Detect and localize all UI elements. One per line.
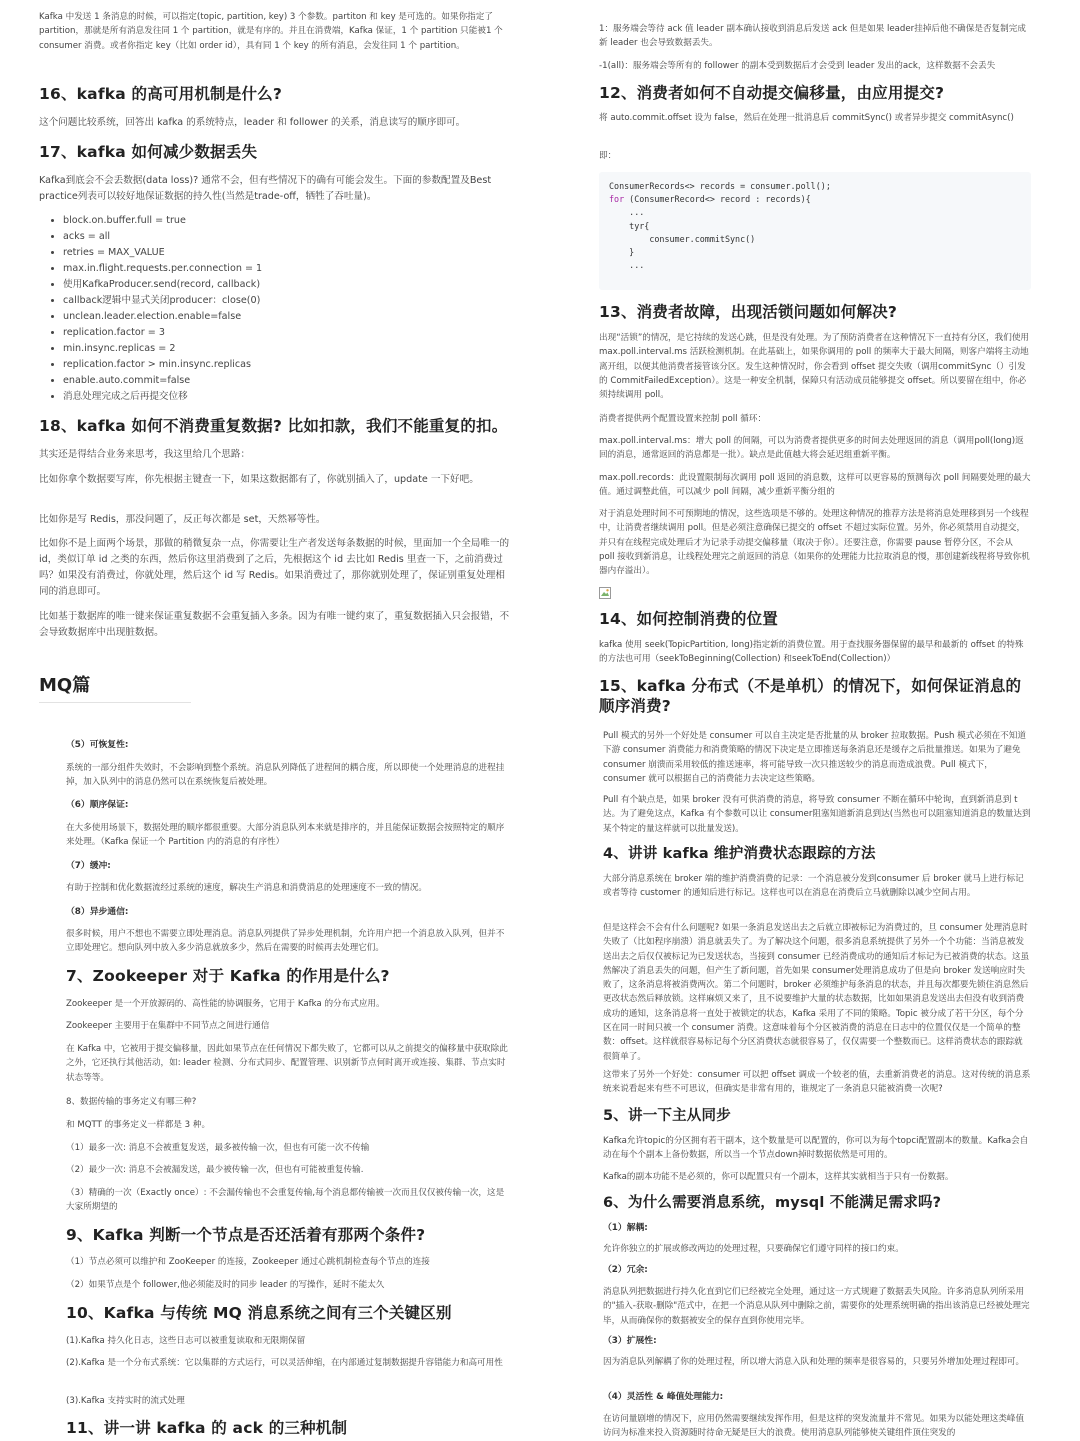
s8-text: 很多时候，用户不想也不需要立即处理消息。消息队列提供了异步处理机制，允许用户把一个消息放入队列，但并不立即处理它。想向队列中放入多少消息就放多少，然后在需要的时候再去处理它们。 bbox=[66, 929, 505, 954]
q14-heading: 14、如何控制消费的位置 bbox=[599, 610, 778, 628]
list-item: • 使用KafkaProducer.send(record, callback) bbox=[63, 277, 511, 293]
r3-heading: （3）扩展性: bbox=[603, 1336, 657, 1346]
q5-heading: 5、讲一下主从同步 bbox=[603, 1108, 731, 1124]
s7-text: 有助于控制和优化数据流经过系统的速度，解决生产消息和消费消息的处理速度不一致的情况。 bbox=[66, 883, 427, 893]
q18-paragraph-4: 比如你不是上面两个场景，那做的稍微复杂一点，你需要让生产者发送每条数据的时候，里面加一个全局唯一的 id，类似订单 id 之类的东西，然后你这里消费到了之后，先根据这个 id 去比如 Redis 里查一下，之前消费过吗？如果没有消费过，你就处理，然后这个 id 写 Redis。如果消费过了，那你就别处理了，保证别重复处理相同的消息即可。 bbox=[39, 538, 510, 597]
code-text: (ConsumerRecord<> record : records){ bbox=[624, 194, 811, 205]
q14-paragraph-1: kafka 使用 seek(TopicPartition, long)指定新的消费位置。用于查找服务器保留的最早和最新的 offset 的特殊的方法也可用（seekToBeginning(Collection) 和seekToEnd(Collection)） bbox=[599, 640, 1024, 665]
q7-heading: 7、Zookeeper 对于 Kafka 的作用是什么? bbox=[66, 967, 390, 985]
q10-paragraph-3: (3).Kafka 支持实时的流式处理 bbox=[66, 1396, 185, 1406]
q10-heading: 10、Kafka 与传统 MQ 消息系统之间有三个关键区别 bbox=[66, 1304, 452, 1322]
q16-text: 这个问题比较系统，回答出 kafka 的系统特点，leader 和 follower 的关系，消息读写的顺序即可。 bbox=[39, 117, 466, 128]
code-line: ... bbox=[609, 207, 645, 218]
list-item: • enable.auto.commit=false bbox=[63, 373, 511, 389]
list-item: • min.insync.replicas = 2 bbox=[63, 341, 511, 357]
list-item: • replication.factor = 3 bbox=[63, 325, 511, 341]
q15-paragraph-1: Pull 模式的另外一个好处是 consumer 可以自主决定是否批量的从 broker 拉取数据。Push 模式必须在不知道下游 consumer 消费能力和消费策略的情况下决定是立即推送每条消息还是缓存之后批量推送。如果为了避免 consumer 崩溃而采用较低的推送速率，将可能导致一次只推送较少的消息而造成浪费。Pull 模式下，consumer 就可以根据自己的消费能力去决定这些策略。 bbox=[603, 731, 1026, 784]
q11-heading: 11、讲一讲 kafka 的 ack 的三种机制 bbox=[66, 1419, 348, 1437]
q18-paragraph-2: 比如你拿个数据要写库，你先根据主键查一下，如果这数据都有了，你就别插入了，update 一下好吧。 bbox=[39, 474, 479, 485]
q4-paragraph-1: 大部分消息系统在 broker 端的维护消费消费的记录：一个消息被分发到consumer 后 broker 就马上进行标记或者等待 customer 的通知后进行标记。这样也可以在消息在消费后立马就删除以减少空间占用。 bbox=[603, 874, 1024, 899]
q18-paragraph-5: 比如基于数据库的唯一键来保证重复数据不会重复插入多条。因为有唯一键约束了，重复数据插入只会报错，不会导致数据库中出现脏数据。 bbox=[39, 611, 510, 638]
q17-text: Kafka到底会不会丢数据(data loss)? 通常不会，但有些情况下的确有可能会发生。下面的参数配置及Best practice列表可以较好地保证数据的持久性(当然是trade-off，牺牲了吞吐量)。 bbox=[39, 175, 492, 202]
q17-config-list bbox=[39, 213, 511, 405]
q17-heading: 17、kafka 如何减少数据丢失 bbox=[39, 143, 258, 161]
intro-paragraph: Kafka 中发送 1 条消息的时候，可以指定(topic, partition, key) 3 个参数。partiton 和 key 是可选的。如果你指定了 partition，那就是所有消息发往同 1 个 partition，就是有序的。并且在消费端，Kafka 保证，1 个 partition 只能被1 个 consumer 消费。或者你指定 key（比如 order id），具有同 1 个 key 的所有消息，会发往同 1 个 partition。 bbox=[39, 12, 503, 51]
ack-level-all: -1(all)：服务端会等所有的 follower 的副本受到数据后才会受到 leader 发出的ack，这样数据不会丢失 bbox=[599, 61, 996, 71]
q10-paragraph-2: (2).Kafka 是一个分布式系统：它以集群的方式运行，可以灵活伸缩，在内部通过复制数据提升容错能力和高可用性 bbox=[66, 1358, 503, 1368]
s8-heading: （8）异步通信: bbox=[66, 907, 129, 917]
s7-heading: （7）缓冲: bbox=[66, 861, 111, 871]
q8-heading: 8、数据传输的事务定义有哪三种? bbox=[66, 1097, 197, 1107]
q9-paragraph-1: （1）节点必须可以维护和 ZooKeeper 的连接，Zookeeper 通过心跳机制检查每个节点的连接 bbox=[66, 1257, 430, 1267]
r2-heading: （2）冗余: bbox=[603, 1265, 648, 1275]
s5-text: 系统的一部分组件失效时，不会影响到整个系统。消息队列降低了进程间的耦合度，所以即使一个处理消息的进程挂掉，加入队列中的消息仍然可以在系统恢复后被处理。 bbox=[66, 763, 505, 788]
q7-paragraph-3: 在 Kafka 中，它被用于提交偏移量，因此如果节点在任何情况下都失败了，它都可以从之前提交的偏移量中获取除此之外，它还执行其他活动，如: leader 检测、分布式同步、配置管理、识别新节点何时离开或连接、集群、节点实时状态等等。 bbox=[66, 1044, 508, 1083]
r2-text: 消息队列把数据进行持久化直到它们已经被完全处理，通过这一方式规避了数据丢失风险。许多消息队列所采用的"插入-获取-删除"范式中，在把一个消息从队列中删除之前，需要你的处理系统明确的指出该消息已经被处理完毕，从而确保你的数据被安全的保存直到你使用完毕。 bbox=[603, 1287, 1030, 1326]
code-line: tyr{ bbox=[609, 220, 650, 231]
r4-text: 在访问量剧增的情况下，应用仍然需要继续发挥作用，但是这样的突发流量并不常见。如果为以能处理这类峰值访问为标准来投入资源随时待命无疑是巨大的浪费。使用消息队列能够使关键组件顶住突发的 bbox=[603, 1414, 1025, 1439]
code-keyword: for bbox=[609, 194, 625, 205]
list-item: • max.in.flight.requests.per.connection = 1 bbox=[63, 261, 511, 277]
code-line: consumer.commitSync() bbox=[609, 233, 756, 244]
q13-paragraph-4: max.poll.records：此设置限制每次调用 poll 返回的消息数，这样可以更容易的预测每次 poll 间隔要处理的最大值。通过调整此值，可以减少 poll 间隔，减少重新平衡分组的 bbox=[599, 473, 1031, 498]
ack-level-1: 1：服务端会等待 ack 值 leader 副本确认接收到消息后发送 ack 但是如果 leader挂掉后他不确保是否复制完成新 leader 也会导致数据丢失。 bbox=[599, 24, 1026, 49]
q18-heading: 18、kafka 如何不消费重复数据? 比如扣款，我们不能重复的扣。 bbox=[39, 417, 508, 435]
list-item: • unclean.leader.election.enable=false bbox=[63, 309, 511, 325]
q5-paragraph-2: Kafka的副本功能不是必须的，你可以配置只有一个副本，这样其实就相当于只有一份数据。 bbox=[603, 1172, 954, 1182]
q13-paragraph-3: max.poll.interval.ms：增大 poll 的间隔，可以为消费者提供更多的时间去处理返回的消息（调用poll(long)返回的消息，通常返回的消息都是一批）。缺点是此值越大将会延迟组重新平衡。 bbox=[599, 436, 1024, 461]
list-item: • retries = MAX_VALUE bbox=[63, 245, 511, 261]
q12-heading: 12、消费者如何不自动提交偏移量，由应用提交? bbox=[599, 84, 945, 102]
code-line: ConsumerRecords<> records = consumer.poll(); bbox=[609, 181, 831, 191]
r1-heading: （1）解耦: bbox=[603, 1223, 648, 1233]
q12-paragraph-2: 即： bbox=[599, 151, 617, 161]
q18-paragraph-3: 比如你是写 Redis，那没问题了，反正每次都是 set，天然幂等性。 bbox=[39, 514, 326, 525]
s5-heading: （5）可恢复性: bbox=[66, 740, 129, 750]
list-item: • acks = all bbox=[63, 229, 511, 245]
code-line: ... bbox=[609, 260, 645, 271]
q18-paragraph-1: 其实还是得结合业务来思考，我这里给几个思路： bbox=[39, 449, 251, 460]
q6-heading: 6、为什么需要消息系统，mysql 不能满足需求吗? bbox=[603, 1195, 942, 1211]
list-item: • replication.factor > min.insync.replicas bbox=[63, 357, 511, 373]
mq-section-title: MQ篇 bbox=[39, 675, 91, 696]
q12-paragraph-1: 将 auto.commit.offset 设为 false，然后在处理一批消息后 commitSync() 或者异步提交 commitAsync() bbox=[599, 113, 1014, 123]
q9-heading: 9、Kafka 判断一个节点是否还活着有那两个条件? bbox=[66, 1226, 426, 1244]
r3-text: 因为消息队列解耦了你的处理过程，所以增大消息入队和处理的频率是很容易的，只要另外增加处理过程即可。 bbox=[603, 1357, 1025, 1367]
list-item: • block.on.buffer.full = true bbox=[63, 213, 511, 229]
code-line: } bbox=[609, 247, 635, 258]
q13-paragraph-5: 对于消息处理时间不可预期地的情况，这些选项是不够的。处理这种情况的推荐方法是将消息处理移到另一个线程中，让消费者继续调用 poll。但是必须注意确保已提交的 offset 不超过实际位置。另外，你必须禁用自动提交，并只有在线程完成处理后才为记录手动提交偏移量（取决于你）。还要注意，你需要 pause 暂停分区，不会从 poll 接收到新消息，让线程处理完之前返回的消息（如果你的处理能力比拉取消息的慢，那创建新线程将导致你机器内存溢出）。 bbox=[599, 509, 1030, 577]
q5-paragraph-1: Kafka允许topic的分区拥有若干副本，这个数量是可以配置的，你可以为每个topci配置副本的数量。Kafka会自动在每个个副本上备份数据，所以当一个节点down掉时数据依然是可用的。 bbox=[603, 1136, 1029, 1161]
q4-paragraph-3: 这带来了另外一个好处：consumer 可以把 offset 调成一个较老的值，去重新消费老的消息。这对传统的消息系统来说看起来有些不可思议，但确实是非常有用的，谁规定了一条消息只能被消费一次呢? bbox=[603, 1070, 1031, 1095]
q15-paragraph-2: Pull 有个缺点是，如果 broker 没有可供消费的消息，将导致 consumer 不断在循环中轮询，直到新消息到 t 达。为了避免这点，Kafka 有个参数可以让 consumer阻塞知道新消息到达(当然也可以阻塞知道消息的数量达到某个特定的量这样就可以批量发送)。 bbox=[603, 795, 1031, 834]
broken-image-icon bbox=[599, 587, 611, 599]
s6-text: 在大多使用场景下，数据处理的顺序都很重要。大部分消息队列本来就是排序的，并且能保证数据会按照特定的顺序来处理。（Kafka 保证一个 Partition 内的消息的有序性） bbox=[66, 823, 505, 848]
q16-heading: 16、kafka 的高可用机制是什么? bbox=[39, 85, 283, 103]
q4-heading: 4、讲讲 kafka 维护消费状态跟踪的方法 bbox=[603, 846, 876, 862]
r4-heading: （4）灵活性 & 峰值处理能力: bbox=[603, 1392, 724, 1402]
q13-paragraph-1: 出现“活锁”的情况，是它持续的发送心跳，但是没有处理。为了预防消费者在这种情况下一直持有分区，我们使用 max.poll.interval.ms 活跃检测机制。在此基础上，如果你调用的 poll 的频率大于最大间隔，则客户端将主动地离开组，以便其他消费者接管该分区。发生这种情况时，你会看到 offset 提交失败（调用commitSync（）引发的 CommitFailedException）。这是一种安全机制，保障只有活动成员能够提交 offset。所以要留在组中，你必须持续调用 poll。 bbox=[599, 333, 1030, 401]
code-block bbox=[599, 172, 1031, 290]
q15-heading: 15、kafka 分布式（不是单机）的情况下，如何保证消息的顺序消费? bbox=[599, 677, 1022, 715]
q7-paragraph-1: Zookeeper 是一个开放源码的、高性能的协调服务，它用于 Kafka 的分布式应用。 bbox=[66, 999, 385, 1009]
q8-paragraph-3: （2）最少一次: 消息不会被漏发送，最少被传输一次，但也有可能被重复传输. bbox=[66, 1165, 364, 1175]
section-divider bbox=[39, 702, 191, 703]
q4-paragraph-2: 但是这样会不会有什么问题呢? 如果一条消息发送出去之后就立即被标记为消费过的，旦 consumer 处理消息时失败了（比如程序崩溃）消息就丢失了。为了解决这个问题，很多消息系统提供了另外一个个功能：当消息被发送出去之后仅仅被标记为已发送状态，当接到 consumer 已经消费成功的通知后才标记为已被消费的状态。这虽然解决了消息丢失的问题，但产生了新问题，首先如果 consumer处理消息成功了但是向 broker 发送响应时失败了，这条消息将被消费两次。第二个问题时，broker 必须维护每条消息的状态，并且每次都要先锁住消息然后更改状态然后释放锁。这样麻烦又来了，且不说要维护大量的状态数据，比如如果消息发送出去但没有收到消费成功的通知，这条消息将一直处于被锁定的状态，Kafka 采用了不同的策略。Topic 被分成了若干分区，每个分区在同一时间只被一个 consumer 消费。这意味着每个分区被消费的消息在日志中的位置仅仅是一个简单的整数：offset。这样就很容易标记每个分区消费状态就很容易了，仅仅需要一个整数而已。这样消费状态的跟踪就很简单了。 bbox=[603, 923, 1030, 1062]
s6-heading: （6）顺序保证: bbox=[66, 800, 129, 810]
q8-paragraph-2: （1）最多一次: 消息不会被重复发送，最多被传输一次，但也有可能一次不传输 bbox=[66, 1143, 370, 1153]
q9-paragraph-2: （2）如果节点是个 follower,他必须能及时的同步 leader 的写操作，延时不能太久 bbox=[66, 1280, 385, 1290]
q8-paragraph-1: 和 MQTT 的事务定义一样都是 3 种。 bbox=[66, 1120, 211, 1130]
code-line bbox=[609, 193, 1021, 206]
q13-heading: 13、消费者故障，出现活锁问题如何解决? bbox=[599, 303, 898, 321]
q7-paragraph-2: Zookeeper 主要用于在集群中不同节点之间进行通信 bbox=[66, 1021, 270, 1031]
r1-text: 允许你独立的扩展或修改两边的处理过程，只要确保它们遵守同样的接口约束。 bbox=[603, 1244, 904, 1254]
list-item: • 消息处理完成之后再提交位移 bbox=[63, 389, 511, 405]
q8-paragraph-4: （3）精确的一次（Exactly once）: 不会漏传输也不会重复传输,每个消息都传输被一次而且仅仅被传输一次，这是大家所期望的 bbox=[66, 1188, 505, 1213]
q10-paragraph-1: (1).Kafka 持久化日志，这些日志可以被重复读取和无限期保留 bbox=[66, 1336, 306, 1346]
q13-paragraph-2: 消费者提供两个配置设置来控制 poll 循环： bbox=[599, 414, 767, 424]
list-item: • callback逻辑中显式关闭producer：close(0) bbox=[63, 293, 511, 309]
